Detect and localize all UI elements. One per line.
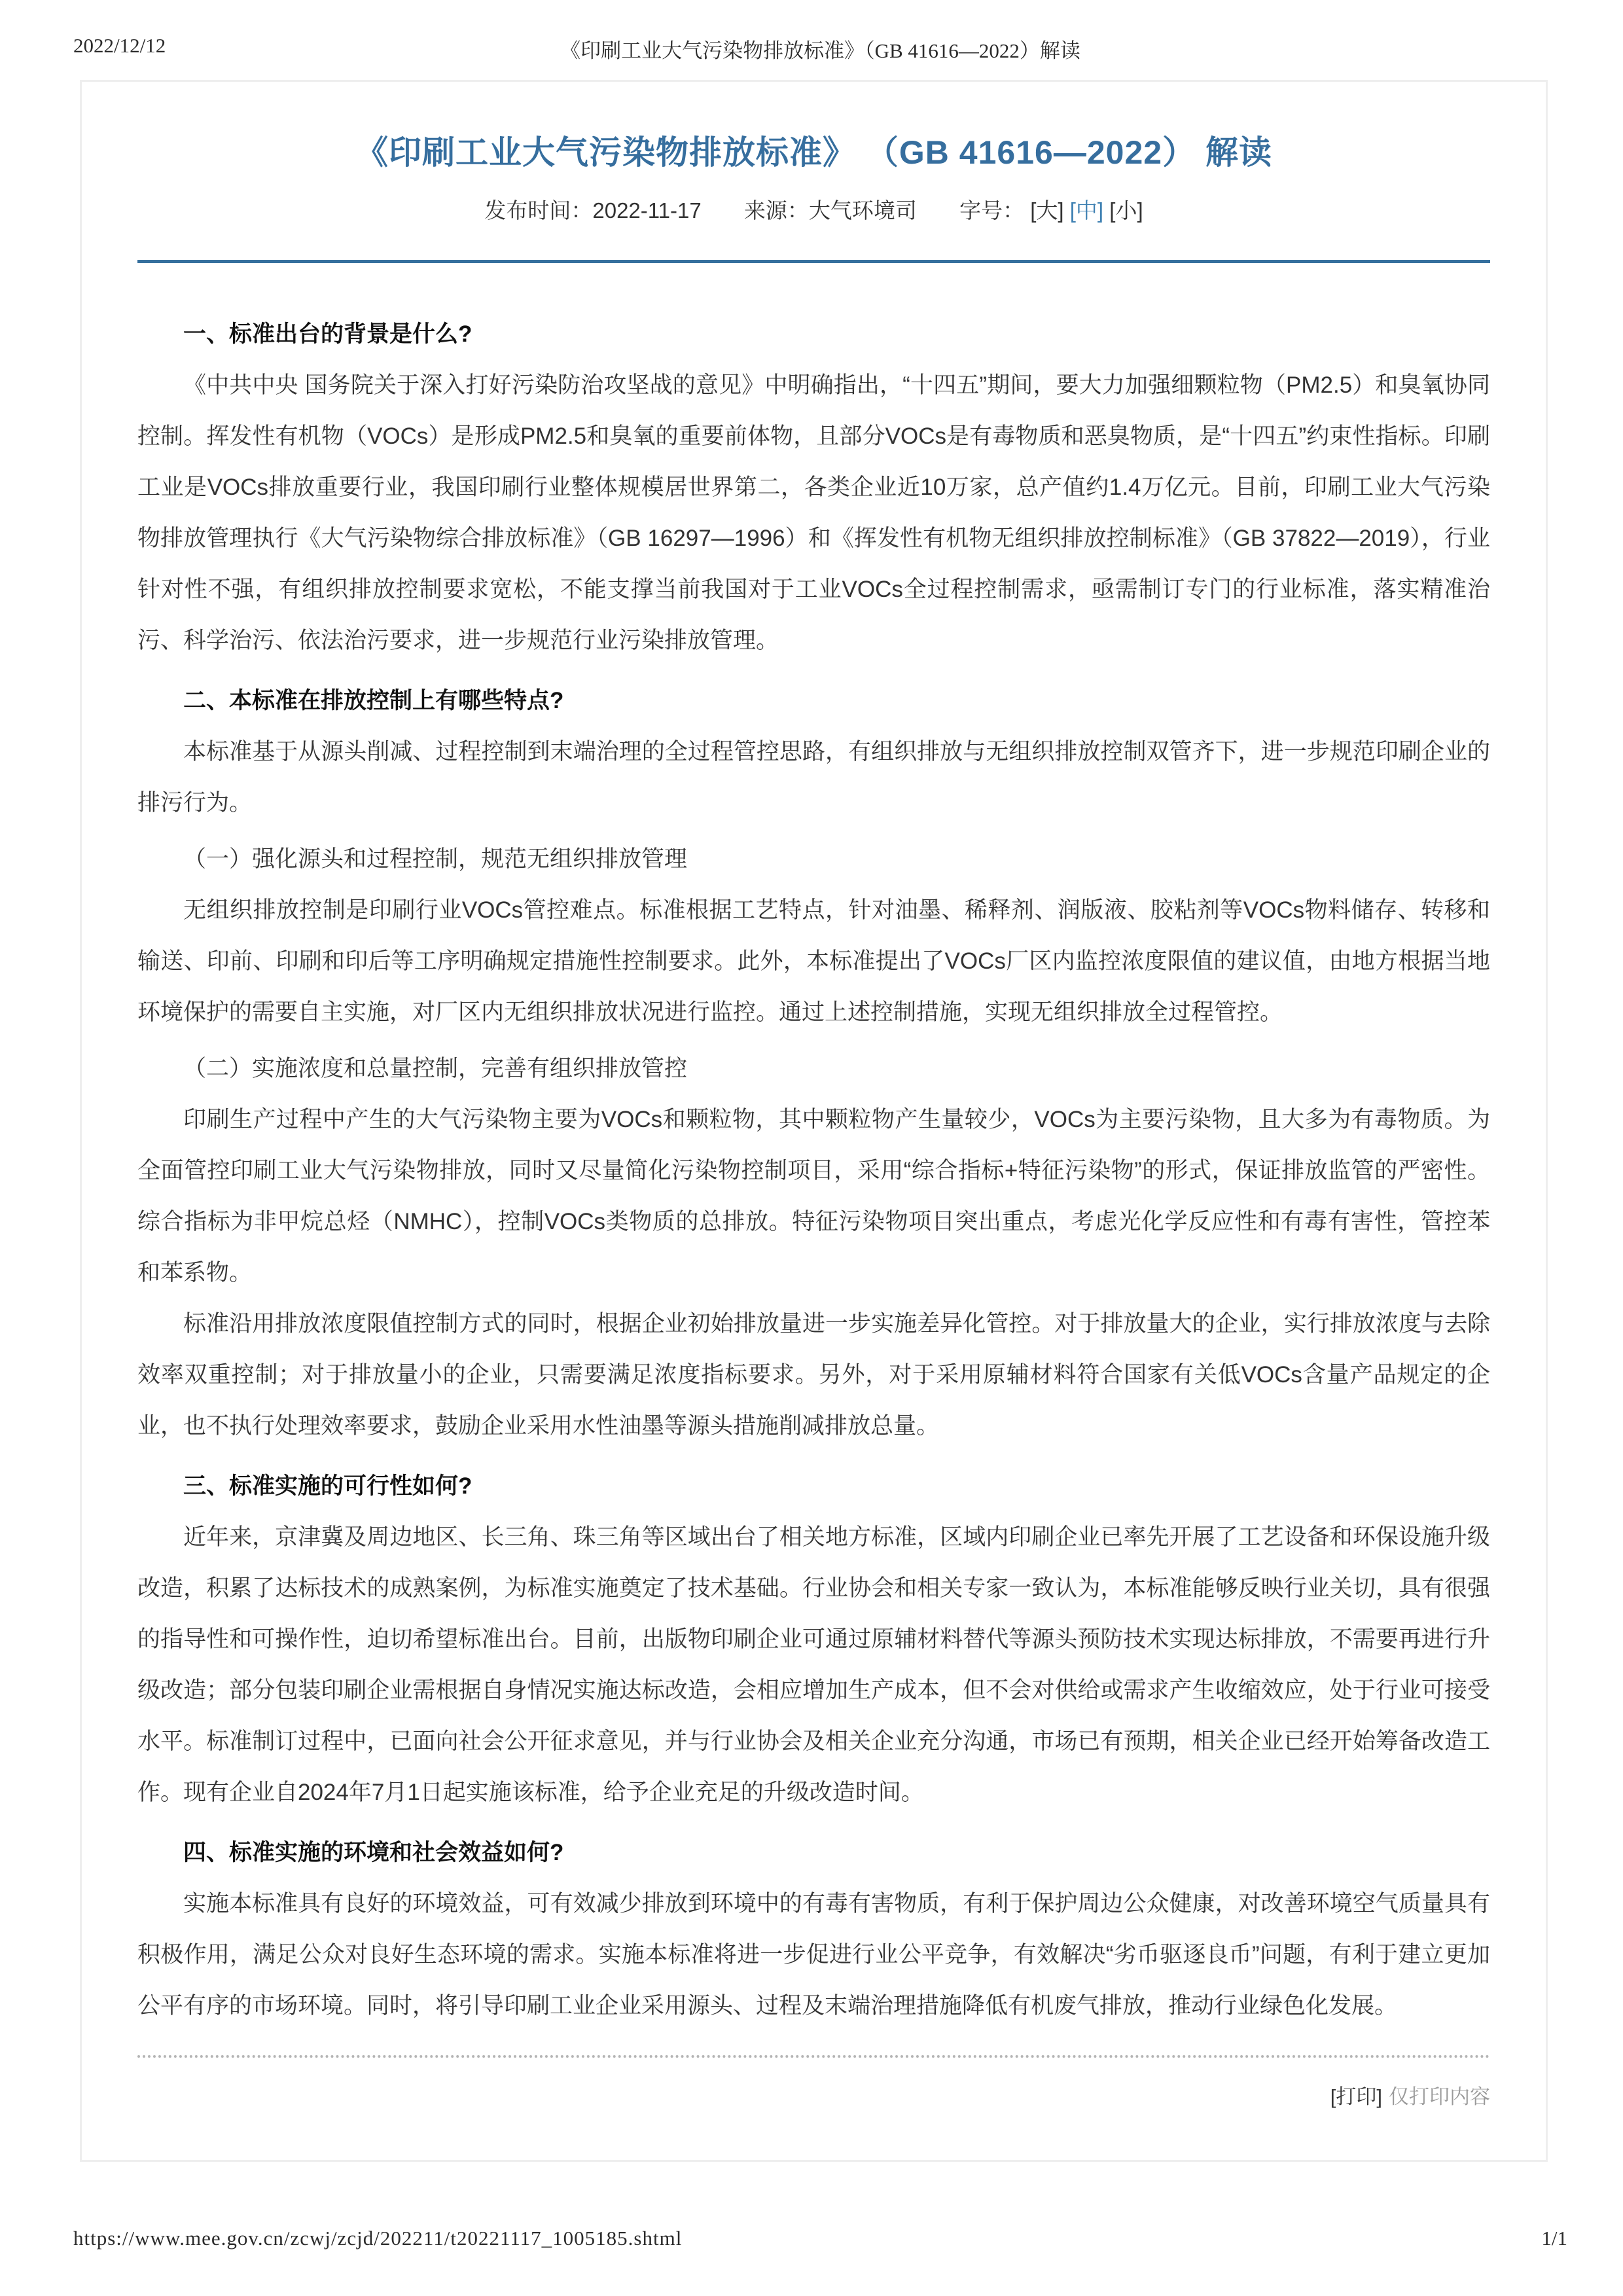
print-header — [73, 34, 1567, 63]
section-heading: 一、标准出台的背景是什么? — [183, 321, 473, 347]
fontsize-medium-button[interactable]: [中] — [1069, 198, 1104, 223]
print-footer — [73, 2227, 1567, 2255]
page-title: 《印刷工业大气污染物排放标准》 （GB 41616—2022） 解读 — [355, 134, 1272, 171]
article-meta — [137, 196, 1490, 226]
publish-time: 发布时间：2022-11-17 — [484, 198, 702, 223]
print-header-date: 2022/12/12 — [73, 34, 166, 57]
paragraph: 标准沿用排放浓度限值控制方式的同时，根据企业初始排放量进一步实施差异化管控。对于排放量大的企业，实行排放浓度与去除效率双重控制；对于排放量小的企业，只需要满足浓度指标要求。另外，对于采用原辅材料符合国家有关低VOCs含量产品规定的企业，也不执行处理效率要求，鼓励企业采用水性油墨等源头措施削减排放总量。 — [137, 1311, 1490, 1439]
paragraph: 无组织排放控制是印刷行业VOCs管控难点。标准根据工艺特点，针对油墨、稀释剂、润版液、胶粘剂等VOCs物料储存、转移和输送、印前、印刷和印后等工序明确规定措施性控制要求。此外，本标准提出了VOCs厂区内监控浓度限值的建议值，由地方根据当地环境保护的需要自主实施，对厂区内无组织排放状况进行监控。通过上述控制措施，实现无组织排放全过程管控。 — [137, 897, 1490, 1025]
dotted-separator — [137, 2055, 1490, 2058]
print-header-title: 《印刷工业大气污染物排放标准》（GB 41616—2022）解读 — [560, 39, 1080, 62]
paragraph: 实施本标准具有良好的环境效益，可有效减少排放到环境中的有毒有害物质，有利于保护周边公众健康，对改善环境空气质量具有积极作用，满足公众对良好生态环境的需求。实施本标准将进一步促进行业公平竞争，有效解决“劣币驱逐良币”问题，有利于建立更加公平有序的市场环境。同时，将引导印刷工业企业采用源头、过程及末端治理措施降低有机废气排放，推动行业绿色化发展。 — [137, 1891, 1490, 2018]
paragraph: 本标准基于从源头削减、过程控制到末端治理的全过程管控思路，有组织排放与无组织排放控制双管齐下，进一步规范印刷企业的排污行为。 — [137, 739, 1490, 816]
section-heading: 四、标准实施的环境和社会效益如何? — [183, 1840, 564, 1865]
paragraph: 《中共中央 国务院关于深入打好污染防治攻坚战的意见》中明确指出，“十四五”期间，要大力加强细颗粒物（PM2.5）和臭氧协同控制。挥发性有机物（VOCs）是形成PM2.5和臭氧的重要前体物，且部分VOCs是有毒物质和恶臭物质，是“十四五”约束性指标。印刷工业是VOCs排放重要行业，我国印刷行业整体规模居世界第二，各类企业近10万家，总产值约1.4万亿元。目前，印刷工业大气污染物排放管理执行《大气污染物综合排放标准》（GB 16297—1996）和《挥发性有机物无组织排放控制标准》（GB 37822—2019），行业针对性不强，有组织排放控制要求宽松，不能支撑当前我国对于工业VOCs全过程控制需求，亟需制订专门的行业标准，落实精准治污、科学治污、依法治污要求，进一步规范行业污染排放管理。 — [137, 372, 1490, 653]
article-card-inner — [82, 129, 1546, 2110]
fontsize-label: 字号： — [959, 198, 1025, 223]
section-heading: 三、标准实施的可行性如何? — [183, 1473, 473, 1499]
article-body — [137, 309, 1490, 2032]
print-button[interactable]: [打印] — [1330, 2085, 1382, 2108]
article-card — [80, 80, 1548, 2162]
fontsize-small-button[interactable]: [小] — [1109, 198, 1143, 223]
sub-heading: （二）实施浓度和总量控制，完善有组织排放管控 — [183, 1056, 688, 1081]
print-note: 仅打印内容 — [1389, 2085, 1490, 2108]
source: 来源：大气环境司 — [743, 198, 917, 223]
paragraph: 近年来，京津冀及周边地区、长三角、珠三角等区域出台了相关地方标准，区域内印刷企业已率先开展了工艺设备和环保设施升级改造，积累了达标技术的成熟案例，为标准实施奠定了技术基础。行业协会和相关专家一致认为，本标准能够反映行业关切，具有很强的指导性和可操作性，迫切希望标准出台。目前，出版物印刷企业可通过原辅材料替代等源头预防技术实现达标排放，不需要再进行升级改造；部分包装印刷企业需根据自身情况实施达标改造，会相应增加生产成本，但不会对供给或需求产生收缩效应，处于行业可接受水平。标准制订过程中，已面向社会公开征求意见，并与行业协会及相关企业充分沟通，市场已有预期，相关企业已经开始筹备改造工作。现有企业自2024年7月1日起实施该标准，给予企业充足的升级改造时间。 — [137, 1524, 1490, 1805]
fontsize-large-button[interactable]: [大] — [1030, 198, 1064, 223]
sub-heading: （一）强化源头和过程控制，规范无组织排放管理 — [183, 846, 688, 872]
print-footer-url: https://www.mee.gov.cn/zcwj/zcjd/202211/t20221117_1005185.shtml — [73, 2227, 683, 2250]
print-footer-page-number: 1/1 — [1541, 2227, 1567, 2250]
title-divider-rule — [137, 260, 1490, 263]
section-heading: 二、本标准在排放控制上有哪些特点? — [183, 688, 564, 713]
paragraph: 印刷生产过程中产生的大气污染物主要为VOCs和颗粒物，其中颗粒物产生量较少，VOCs为主要污染物，且大多为有毒物质。为全面管控印刷工业大气污染物排放，同时又尽量简化污染物控制项目，采用“综合指标+特征污染物”的形式，保证排放监管的严密性。综合指标为非甲烷总烃（NMHC），控制VOCs类物质的总排放。特征污染物项目突出重点，考虑光化学反应性和有毒有害性，管控苯和苯系物。 — [137, 1107, 1490, 1285]
fontsize-control — [959, 196, 1143, 226]
print-actions — [137, 2084, 1490, 2110]
